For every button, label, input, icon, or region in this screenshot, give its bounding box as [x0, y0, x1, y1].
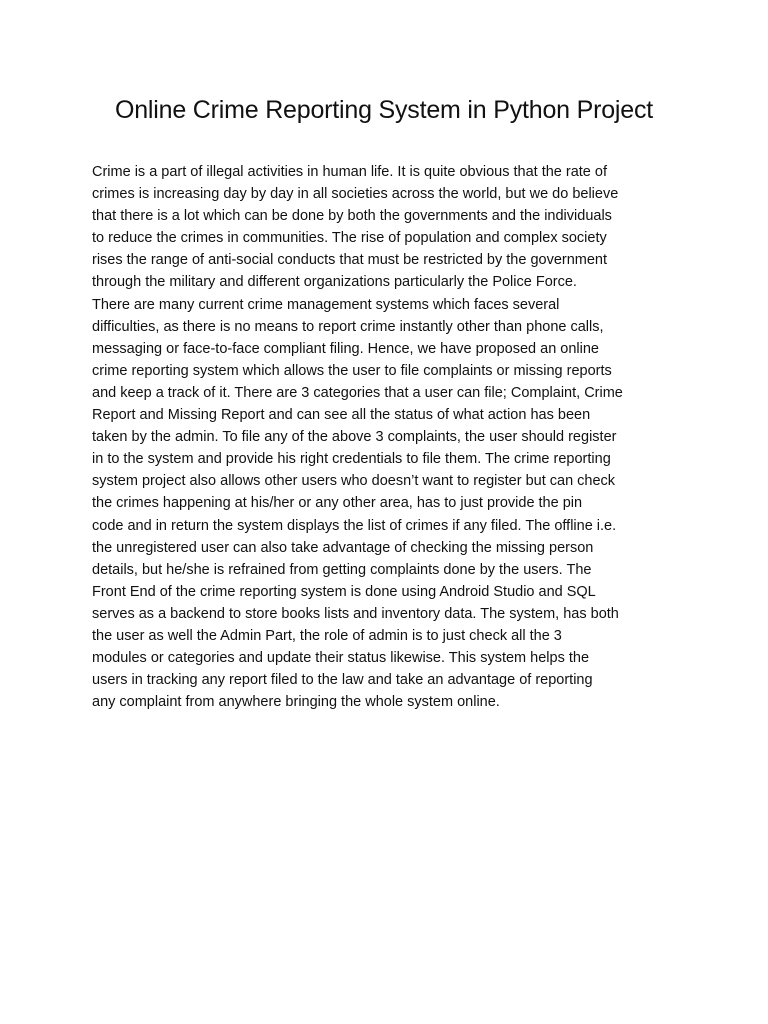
- paragraph-line: rises the range of anti-social conducts that must be restricted by the government: [92, 252, 608, 269]
- paragraph-line: code and in return the system displays the list of crimes if any filed. The offline i.e.: [92, 517, 617, 534]
- paragraph-line: serves as a backend to store books lists and inventory data. The system, has both: [92, 605, 619, 622]
- paragraph-line: messaging or face-to-face compliant filing. Hence, we have proposed an online: [92, 340, 599, 357]
- paragraph-line: through the military and different organizations particularly the Police Force.: [92, 274, 577, 291]
- paragraph-line: in to the system and provide his right credentials to file them. The crime reporting: [92, 451, 611, 468]
- paragraph-line: details, but he/she is refrained from getting complaints done by the users. The: [92, 561, 592, 578]
- paragraph-line: crimes is increasing day by day in all societies across the world, but we do believe: [92, 186, 619, 203]
- paragraph-line: system project also allows other users who doesn’t want to register but can check: [92, 473, 616, 490]
- paragraph-line: the unregistered user can also take advantage of checking the missing person: [92, 539, 594, 556]
- paragraph-line: Report and Missing Report and can see all the status of what action has been: [92, 407, 591, 424]
- paragraph-line: and keep a track of it. There are 3 categories that a user can file; Complaint, Crime: [92, 384, 623, 401]
- paragraph-line: any complaint from anywhere bringing the whole system online.: [92, 694, 500, 711]
- body-paragraph: [92, 161, 682, 713]
- paragraph-line: modules or categories and update their status likewise. This system helps the: [92, 650, 590, 667]
- paragraph-line: difficulties, as there is no means to report crime instantly other than phone calls,: [92, 318, 604, 335]
- paragraph-line: There are many current crime management systems which faces several: [92, 296, 560, 313]
- page-title: Online Crime Reporting System in Python Project: [114, 96, 654, 124]
- paragraph-line: the crimes happening at his/her or any other area, has to just provide the pin: [92, 495, 583, 512]
- paragraph-line: crime reporting system which allows the user to file complaints or missing reports: [92, 362, 612, 379]
- paragraph-line: that there is a lot which can be done by both the governments and the individuals: [92, 208, 612, 225]
- paragraph-line: to reduce the crimes in communities. The rise of population and complex society: [92, 230, 607, 247]
- paragraph-line: users in tracking any report filed to the law and take an advantage of reporting: [92, 672, 593, 689]
- paragraph-line: Front End of the crime reporting system is done using Android Studio and SQL: [92, 583, 596, 600]
- paragraph-line: Crime is a part of illegal activities in human life. It is quite obvious that the rate of: [92, 164, 607, 180]
- paragraph-line: taken by the admin. To file any of the above 3 complaints, the user should register: [92, 429, 617, 446]
- paragraph-line: the user as well the Admin Part, the role of admin is to just check all the 3: [92, 627, 562, 644]
